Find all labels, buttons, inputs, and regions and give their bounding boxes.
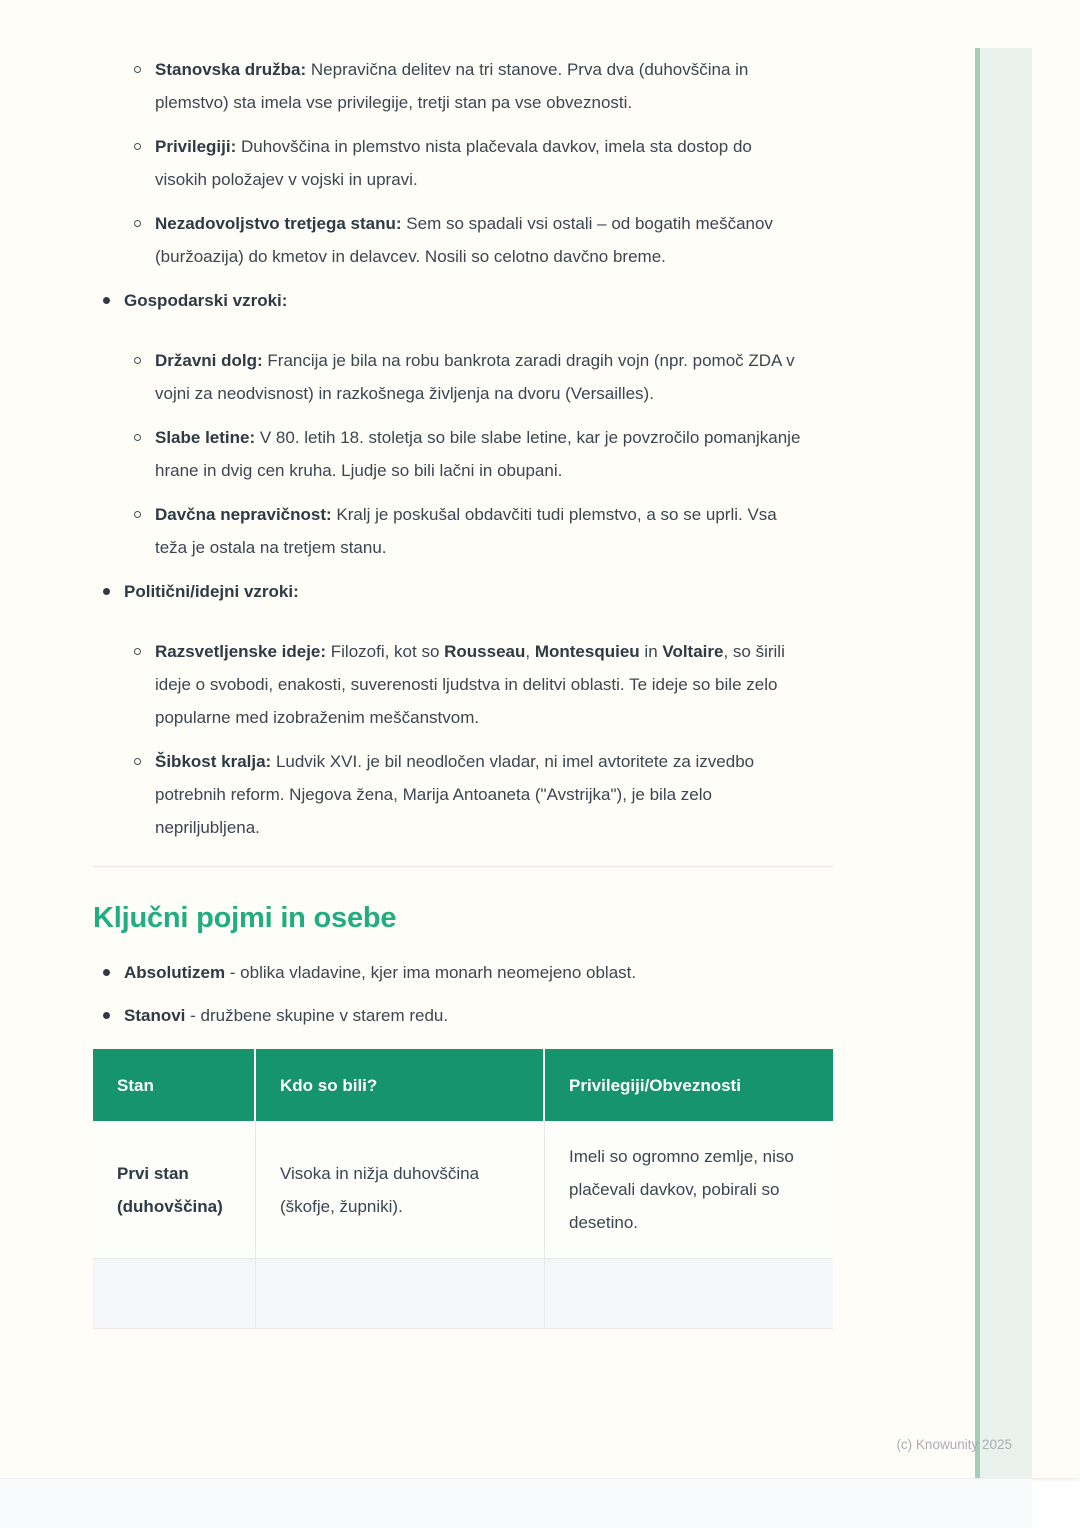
bold-text: Voltaire: [662, 642, 724, 661]
regular-text: Nepravična delitev na tri stanove. Prva dva (duhovščina in plemstvo) sta imela vse privilegije, tretji stan pa vse obveznosti.: [155, 60, 749, 112]
column-header-kdo-so-bili: Kdo so bili?: [256, 1049, 545, 1121]
accent-sidebar: [975, 48, 1032, 1478]
bullet-disc-icon: [103, 1012, 110, 1019]
cell-privileges: Imeli so ogromno zemlje, niso plačevali davkov, pobirali so desetino.: [545, 1121, 833, 1259]
list-item-sub: [93, 421, 838, 487]
regular-text: in: [639, 642, 663, 661]
causes-list: [93, 53, 838, 844]
list-item-top: [93, 956, 838, 989]
list-item-top: [93, 999, 838, 1032]
table-header-row: [93, 1049, 833, 1121]
regular-text: Filozofi, kot so: [326, 642, 445, 661]
regular-text: , so širili ideje o svobodi, enakosti, suverenosti ljudstva in delitvi oblasti. Te ideje so bile zelo popularne med izobraženim meščanstvom.: [155, 642, 785, 727]
regular-text: - družbene skupine v starem redu.: [185, 1006, 449, 1025]
bold-text: Gospodarski vzroki:: [124, 291, 288, 310]
cell-estate-name: [93, 1259, 256, 1329]
bullet-circle-icon: [134, 220, 141, 227]
bold-text: Državni dolg:: [155, 351, 263, 370]
cell-estate-name: Prvi stan (duhovščina): [93, 1121, 256, 1259]
cell-who-they-were: Visoka in nižja duhovščina (škofje, župniki).: [256, 1121, 545, 1259]
list-item-sub: [93, 53, 838, 119]
regular-text: Duhovščina in plemstvo nista plačevala davkov, imela sta dostop do visokih položajev v vojski in upravi.: [155, 137, 752, 189]
bullet-circle-icon: [134, 143, 141, 150]
column-header-stan: Stan: [93, 1049, 256, 1121]
bold-text: Slabe letine:: [155, 428, 256, 447]
table-row-partial: [93, 1259, 833, 1329]
list-item-text: [155, 53, 805, 119]
estates-table: [93, 1049, 833, 1329]
list-item-text: [155, 498, 805, 564]
list-item-text: [155, 130, 805, 196]
list-item-text: [155, 421, 805, 487]
list-item-text: [155, 745, 805, 844]
bullet-disc-icon: [103, 588, 110, 595]
list-item-sub: [93, 498, 838, 564]
bold-text: Davčna nepravičnost:: [155, 505, 332, 524]
list-item-top: [93, 575, 838, 608]
table-row: [93, 1121, 833, 1259]
list-item-sub: [93, 745, 838, 844]
column-header-privilegiji-obveznosti: Privilegiji/Obveznosti: [545, 1049, 833, 1121]
regular-text: V 80. letih 18. stoletja so bile slabe letine, kar je povzročilo pomanjkanje hrane in dvig cen kruha. Ljudje so bili lačni in obupani.: [155, 428, 801, 480]
bold-text: Šibkost kralja:: [155, 752, 272, 771]
key-terms-list: [93, 956, 838, 1032]
bold-text: Stanovska družba:: [155, 60, 307, 79]
bottom-margin-strip: [0, 1478, 1032, 1528]
list-item-sub: [93, 207, 838, 273]
section-heading: Ključni pojmi in osebe: [93, 902, 397, 934]
bold-text: Stanovi: [124, 1006, 186, 1025]
bold-text: Razsvetljenske ideje:: [155, 642, 327, 661]
bullet-circle-icon: [134, 434, 141, 441]
list-item-sub: [93, 344, 838, 410]
list-item-text: [124, 956, 838, 989]
bold-text: Privilegiji:: [155, 137, 237, 156]
bold-text: Nezadovoljstvo tretjega stanu:: [155, 214, 402, 233]
section-divider: [93, 866, 833, 867]
list-item-text: [124, 575, 838, 608]
list-item-text: [155, 207, 805, 273]
list-item-text: [155, 344, 805, 410]
bullet-circle-icon: [134, 648, 141, 655]
cell-privileges: [545, 1259, 833, 1329]
list-item-sub: [93, 635, 838, 734]
regular-text: Sem so spadali vsi ostali – od bogatih meščanov (buržoazija) do kmetov in delavcev. Nosili so celotno davčno breme.: [155, 214, 773, 266]
list-item-text: [124, 284, 838, 317]
bullet-circle-icon: [134, 66, 141, 73]
bullet-disc-icon: [103, 297, 110, 304]
bold-text: Politični/idejni vzroki:: [124, 582, 299, 601]
bold-text: Montesquieu: [534, 642, 640, 661]
list-item-text: [124, 999, 838, 1032]
regular-text: Francija je bila na robu bankrota zaradi dragih vojn (npr. pomoč ZDA v vojni za neodvisnost) in razkošnega življenja na dvoru (Versailles).: [155, 351, 795, 403]
bold-text: Absolutizem: [124, 963, 226, 982]
regular-text: Kralj je poskušal obdavčiti tudi plemstvo, a so se uprli. Vsa teža je ostala na tretjem stanu.: [155, 505, 777, 557]
regular-text: ,: [525, 642, 535, 661]
copyright-text: (c) Knowunity 2025: [896, 1437, 1012, 1452]
regular-text: Ludvik XVI. je bil neodločen vladar, ni imel avtoritete za izvedbo potrebnih reform. Njegova žena, Marija Antoaneta ("Avstrijka"), je bila zelo nepriljubljena.: [155, 752, 755, 837]
list-item-top: [93, 284, 838, 317]
bullet-circle-icon: [134, 511, 141, 518]
list-item-sub: [93, 130, 838, 196]
bold-text: Rousseau: [444, 642, 526, 661]
bullet-disc-icon: [103, 969, 110, 976]
list-item-text: [155, 635, 805, 734]
bullet-circle-icon: [134, 758, 141, 765]
document-content: [93, 0, 838, 1329]
regular-text: - oblika vladavine, kjer ima monarh neomejeno oblast.: [225, 963, 637, 982]
cell-who-they-were: [256, 1259, 545, 1329]
bullet-circle-icon: [134, 357, 141, 364]
